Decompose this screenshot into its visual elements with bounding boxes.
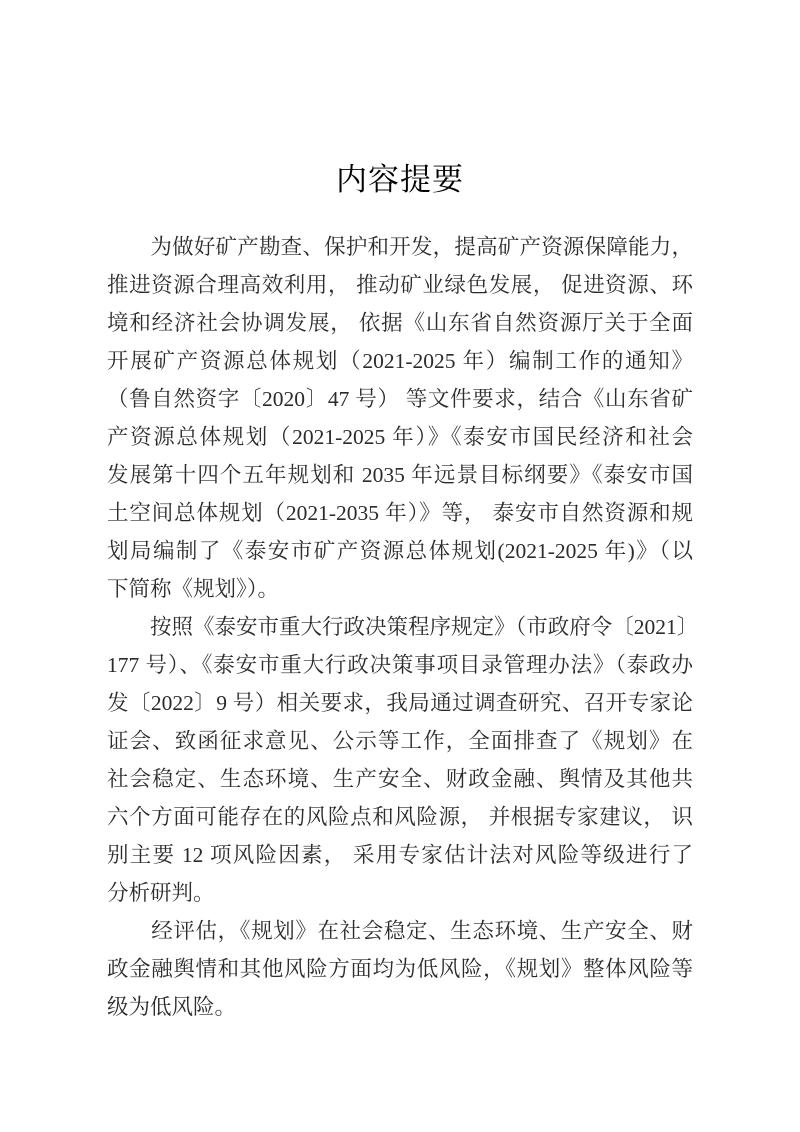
text-line: 推进资源合理高效利用， 推动矿业绿色发展， 促进资源、环 — [107, 273, 693, 297]
document-body — [107, 228, 699, 1026]
text-line: 发展第十四个五年规划和 2035 年远景目标纲要》《泰安市国 — [107, 463, 693, 487]
text-line: 政金融舆情和其他风险方面均为低风险，《规划》整体风险等 — [107, 957, 693, 981]
text-line: 别主要 12 项风险因素， 采用专家估计法对风险等级进行了 — [107, 843, 693, 867]
text-line: 六个方面可能存在的风险点和风险源， 并根据专家建议， 识 — [107, 805, 693, 829]
text-line: （鲁自然资字〔2020〕47 号） 等文件要求，结合《山东省矿 — [107, 387, 693, 411]
text-line: 划局编制了《泰安市矿产资源总体规划(2021-2025 年)》（以 — [107, 539, 693, 563]
paragraph-1 — [107, 228, 693, 608]
text-line: 土空间总体规划（2021-2035 年）》等， 泰安市自然资源和规 — [107, 501, 693, 525]
text-line: 分析研判。 — [107, 881, 215, 905]
page-title: 内容提要 — [336, 162, 464, 197]
text-line: 产资源总体规划（2021-2025 年）》《泰安市国民经济和社会 — [107, 425, 693, 449]
paragraph-3 — [107, 912, 693, 1026]
text-line: 社会稳定、生态环境、生产安全、财政金融、舆情及其他共 — [107, 767, 693, 791]
text-line: 开展矿产资源总体规划（2021-2025 年）编制工作的通知》 — [107, 349, 693, 373]
text-line: 经评估，《规划》在社会稳定、生态环境、生产安全、财 — [151, 919, 693, 943]
text-line: 为做好矿产勘查、保护和开发，提高矿产资源保障能力， — [150, 235, 693, 259]
text-line: 境和经济社会协调发展， 依据《山东省自然资源厅关于全面 — [107, 311, 693, 335]
text-line: 177 号）、《泰安市重大行政决策事项目录管理办法》（泰政办 — [107, 653, 693, 677]
paragraph-2 — [107, 608, 699, 912]
text-line: 按照《泰安市重大行政决策程序规定》（市政府令〔2021〕 — [150, 615, 699, 639]
text-line: 下简称《规划》）。 — [107, 577, 280, 601]
text-line: 证会、致函征求意见、公示等工作，全面排查了《规划》在 — [107, 729, 693, 753]
text-line: 级为低风险。 — [107, 995, 237, 1019]
text-line: 发〔2022〕9 号）相关要求，我局通过调查研究、召开专家论 — [107, 691, 693, 715]
